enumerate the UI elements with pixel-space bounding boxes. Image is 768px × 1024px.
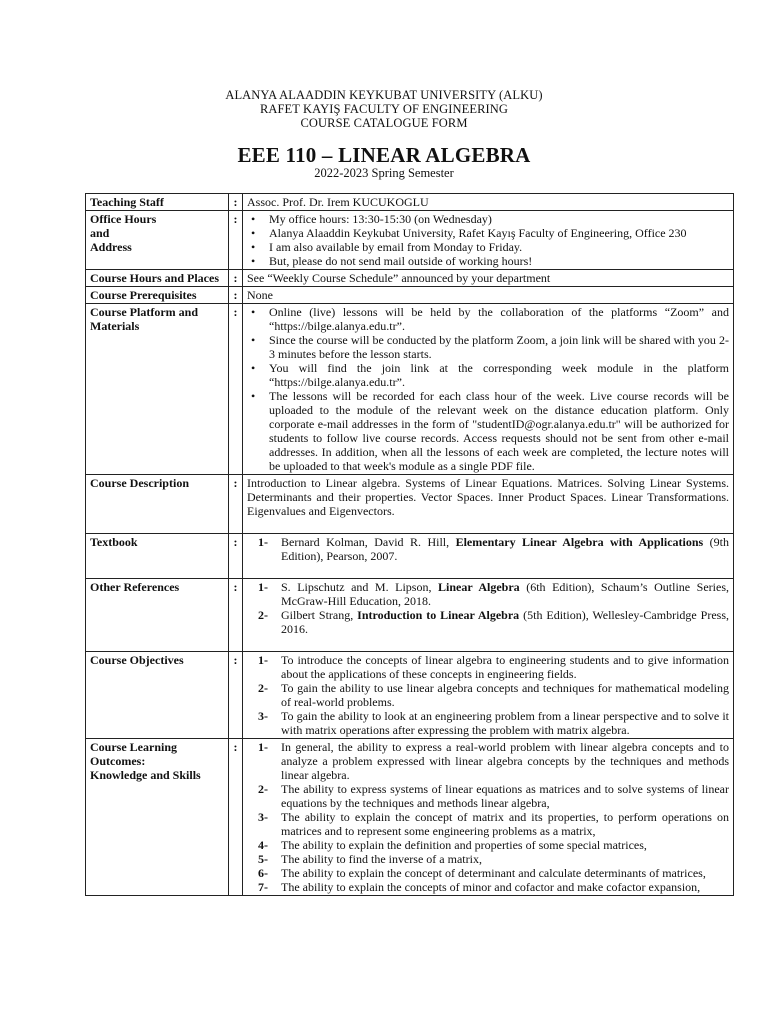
bullet-item: • The lessons will be recorded for each class hour of the week. Live course records will be uploaded to the module of the relevant week on the distance education platform. Only corporate e-mail addresses in the form of "studentID@ogr.alanya.edu.tr" will be authorized for students to follow live course records. Access requests should not be sent from other e-mail addresses. In addition, when all the lessons of each week are completed, the lecture notes will be uploaded to that week's module as a single PDF file. — [247, 389, 729, 473]
item-text: The ability to explain the concept of determinant and calculate determinants of matrices, — [281, 866, 706, 880]
platform-value — [243, 304, 734, 475]
row-label: Course Description — [86, 475, 229, 534]
row-label: Course Hours and Places — [86, 270, 229, 287]
item-text: The ability to explain the concept of matrix and its properties, to perform operations on matrices and to represent some engineering problems as a matrix, — [281, 810, 729, 838]
row-label — [86, 739, 229, 896]
item-text: To gain the ability to look at an engineering problem from a linear perspective and to solve it with matrix operations after expressing the problem with matrix algebra. — [281, 709, 729, 737]
course-catalogue-table — [85, 193, 734, 896]
list-item — [247, 709, 729, 737]
textbook-value — [243, 534, 734, 579]
book-title: Linear Algebra — [438, 580, 520, 594]
semester: 2022-2023 Spring Semester — [314, 166, 454, 180]
colon: : — [229, 534, 243, 579]
list-item — [247, 838, 729, 852]
colon: : — [229, 475, 243, 534]
prerequisites-value: None — [243, 287, 734, 304]
outcomes-value — [243, 739, 734, 896]
label-line: Outcomes: — [90, 754, 146, 768]
label-line: Office Hours — [90, 212, 157, 226]
list-item — [247, 608, 729, 636]
teaching-staff-value: Assoc. Prof. Dr. Irem KUCUKOGLU — [243, 194, 734, 211]
bullet-item: • Online (live) lessons will be held by the collaboration of the platforms “Zoom” and “https://bilge.alanya.edu.tr”. — [247, 305, 729, 333]
item-text: (9th Edition), Pearson, 2007. — [281, 535, 729, 563]
item-text: The ability to express systems of linear equations as matrices and to solve systems of linear equations by the techniques and methods linear algebra, — [281, 782, 729, 810]
item-text: Bernard Kolman, David R. Hill, — [281, 535, 456, 549]
description-value — [243, 475, 734, 534]
list-item — [247, 810, 729, 838]
list-item — [247, 681, 729, 709]
label-line: Knowledge and Skills — [90, 768, 201, 782]
row-label: Course Prerequisites — [86, 287, 229, 304]
course-hours-value: See “Weekly Course Schedule” announced by your department — [243, 270, 734, 287]
item-number: 2- — [258, 681, 268, 695]
colon: : — [229, 579, 243, 652]
faculty-name: RAFET KAYIŞ FACULTY OF ENGINEERING — [259, 102, 509, 116]
item-text: (5th Edition), Wellesley-Cambridge Press, 2016. — [281, 608, 729, 636]
header-block — [0, 88, 768, 130]
row-description — [86, 475, 734, 534]
colon: : — [229, 211, 243, 270]
item-text: (6th Edition), Schaum’s Outline Series, McGraw-Hill Education, 2018. — [281, 580, 729, 608]
item-text: In general, the ability to express a real-world problem with linear algebra concepts and to analyze a problem expressed with linear algebra concepts by the techniques and methods linear algebra. — [281, 740, 729, 782]
row-label: Other References — [86, 579, 229, 652]
row-course-hours — [86, 270, 734, 287]
form-name: COURSE CATALOGUE FORM — [300, 116, 468, 130]
row-outcomes — [86, 739, 734, 896]
list-item — [247, 535, 729, 563]
list-item — [247, 866, 729, 880]
colon: : — [229, 287, 243, 304]
bullet-item: • Since the course will be conducted by the platform Zoom, a join link will be shared with you 2-3 minutes before the lesson starts. — [247, 333, 729, 361]
item-text: Gilbert Strang, — [281, 608, 358, 622]
item-number: 3- — [258, 709, 268, 723]
list-item — [247, 852, 729, 866]
references-value — [243, 579, 734, 652]
label-line: Address — [90, 240, 132, 254]
row-prerequisites — [86, 287, 734, 304]
item-number: 1- — [258, 740, 268, 754]
bullet-item: • I am also available by email from Monday to Friday. — [247, 240, 729, 254]
item-number: 4- — [258, 838, 268, 852]
item-number: 1- — [258, 653, 268, 667]
item-text: The ability to explain the concepts of minor and cofactor and make cofactor expansion, — [281, 880, 701, 894]
item-number: 2- — [258, 782, 268, 796]
label-line: Course Learning — [90, 740, 177, 754]
row-label: Textbook — [86, 534, 229, 579]
colon: : — [229, 270, 243, 287]
item-text: The ability to explain the definition and properties of some special matrices, — [281, 838, 647, 852]
row-teaching-staff — [86, 194, 734, 211]
objectives-value — [243, 652, 734, 739]
colon: : — [229, 194, 243, 211]
row-label: Teaching Staff — [86, 194, 229, 211]
item-number: 6- — [258, 866, 268, 880]
row-references — [86, 579, 734, 652]
row-textbook — [86, 534, 734, 579]
description-text: Introduction to Linear algebra. Systems of Linear Equations. Matrices. Solving Linear Systems. Determinants and their properties. Vector Spaces. Inner Product Spaces. Linear Transformations. Eigenvalues and Eigenvectors. — [247, 476, 729, 518]
colon: : — [229, 304, 243, 475]
item-number: 5- — [258, 852, 268, 866]
item-number: 1- — [258, 580, 268, 594]
book-title: Elementary Linear Algebra with Applications — [455, 535, 704, 549]
list-item — [247, 580, 729, 608]
office-hours-value — [243, 211, 734, 270]
list-item — [247, 740, 729, 782]
row-label — [86, 211, 229, 270]
item-number: 2- — [258, 608, 268, 622]
list-item — [247, 880, 729, 894]
list-item — [247, 653, 729, 681]
book-title: Introduction to Linear Algebra — [357, 608, 520, 622]
course-title: EEE 110 – LINEAR ALGEBRA — [237, 143, 531, 167]
bullet-item: • But, please do not send mail outside of working hours! — [247, 254, 729, 268]
row-label: Course Platform and Materials — [86, 304, 229, 475]
row-office-hours — [86, 211, 734, 270]
row-label: Course Objectives — [86, 652, 229, 739]
item-text: To introduce the concepts of linear algebra to engineering students and to give information about the applications of these concepts in engineering fields. — [281, 653, 729, 681]
colon: : — [229, 652, 243, 739]
list-item — [247, 782, 729, 810]
colon: : — [229, 739, 243, 896]
row-platform — [86, 304, 734, 475]
university-name: ALANYA ALAADDIN KEYKUBAT UNIVERSITY (ALKU) — [225, 88, 543, 102]
row-objectives — [86, 652, 734, 739]
item-number: 7- — [258, 880, 268, 894]
item-number: 3- — [258, 810, 268, 824]
bullet-item: • You will find the join link at the corresponding week module in the platform “https://bilge.alanya.edu.tr”. — [247, 361, 729, 389]
item-number: 1- — [258, 535, 268, 549]
item-text: S. Lipschutz and M. Lipson, — [281, 580, 439, 594]
label-line: and — [90, 226, 110, 240]
item-text: The ability to find the inverse of a matrix, — [281, 852, 482, 866]
bullet-item: • My office hours: 13:30-15:30 (on Wednesday) — [247, 212, 729, 226]
bullet-item: • Alanya Alaaddin Keykubat University, Rafet Kayış Faculty of Engineering, Office 230 — [247, 226, 729, 240]
item-text: To gain the ability to use linear algebra concepts and techniques for mathematical modeling of real-world problems. — [281, 681, 729, 709]
